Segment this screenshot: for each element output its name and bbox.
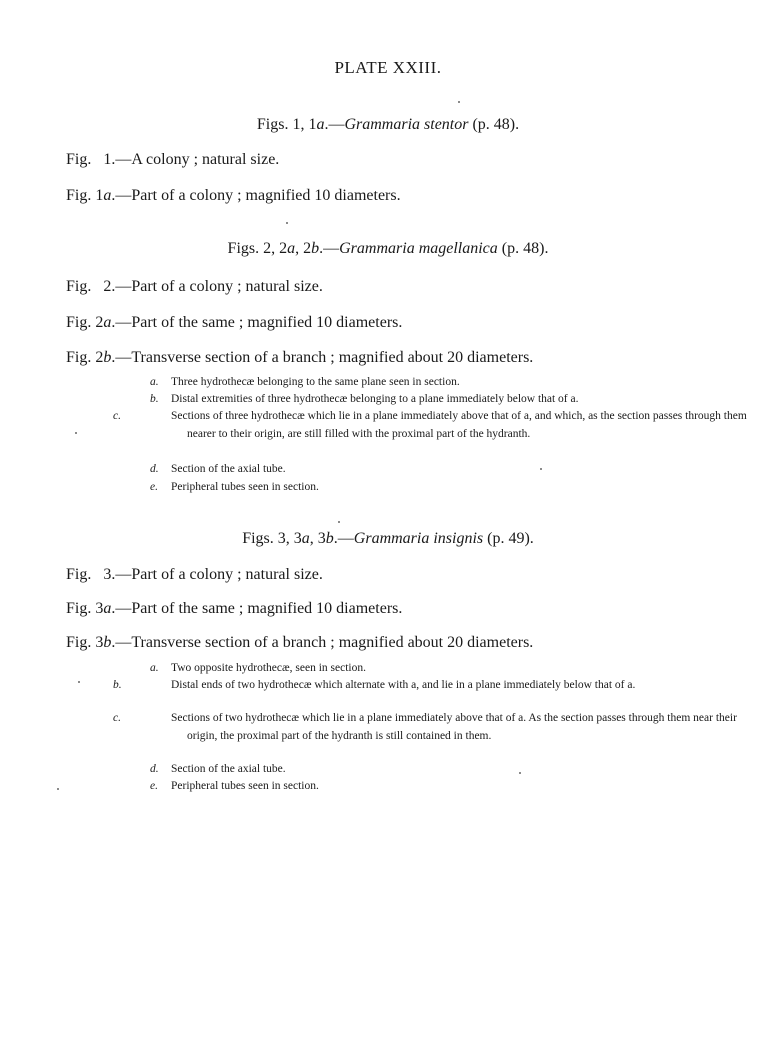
scan-speck	[338, 521, 340, 523]
list-item: e. Peripheral tubes seen in section.	[150, 481, 319, 493]
fig-3-caption: Fig. 3.—Part of a colony ; natural size.	[66, 566, 323, 583]
list-item: d. Section of the axial tube.	[150, 763, 286, 775]
list-item: c. Sections of two hydrothecæ which lie in a plane immediately above that of a. As the section passes through them near their origin, the proximal part of the hydranth is still contained in them.	[113, 712, 737, 742]
fig-3a-caption: Fig. 3a.—Part of the same ; magnified 10 diameters.	[66, 600, 403, 617]
fig-1-caption: Fig. 1.—A colony ; natural size.	[66, 151, 280, 168]
list-item: a. Three hydrothecæ belonging to the same plane seen in section.	[150, 376, 460, 388]
list-item: a. Two opposite hydrothecæ, seen in section.	[150, 662, 366, 674]
scan-speck	[57, 788, 59, 790]
scan-speck	[458, 101, 460, 103]
fig-2a-caption: Fig. 2a.—Part of the same ; magnified 10 diameters.	[66, 314, 403, 331]
scan-speck	[519, 772, 521, 774]
list-item: b. Distal ends of two hydrothecæ which alternate with a, and lie in a plane immediately below that of a.	[113, 679, 636, 691]
scan-speck	[286, 222, 288, 224]
fig-1a-caption: Fig. 1a.—Part of a colony ; magnified 10 diameters.	[66, 187, 401, 204]
fig-2b-caption: Fig. 2b.—Transverse section of a branch ; magnified about 20 diameters.	[66, 349, 534, 366]
list-item: e. Peripheral tubes seen in section.	[150, 780, 319, 792]
scan-speck	[540, 468, 542, 470]
plate-title: PLATE XXIII.	[334, 58, 442, 77]
fig-3b-caption: Fig. 3b.—Transverse section of a branch ; magnified about 20 diameters.	[66, 634, 534, 651]
scan-speck	[75, 432, 77, 434]
list-item: c. Sections of three hydrothecæ which lie in a plane immediately above that of a, and which, as the section passes through them nearer to their origin, are still filled with the proximal part of the hydranth.	[113, 410, 747, 440]
fig-2-caption: Fig. 2.—Part of a colony ; natural size.	[66, 278, 323, 295]
list-item: b. Distal extremities of three hydrothecæ belonging to a plane immediately below that of a.	[150, 393, 579, 405]
scan-speck	[78, 681, 80, 683]
list-item: d. Section of the axial tube.	[150, 463, 286, 475]
section-heading-2: Figs. 2, 2a, 2b.—Grammaria magellanica (p. 48).	[227, 240, 549, 257]
section-heading-1: Figs. 1, 1a.—Grammaria stentor (p. 48).	[256, 116, 520, 133]
section-heading-3: Figs. 3, 3a, 3b.—Grammaria insignis (p. 49).	[242, 530, 534, 547]
